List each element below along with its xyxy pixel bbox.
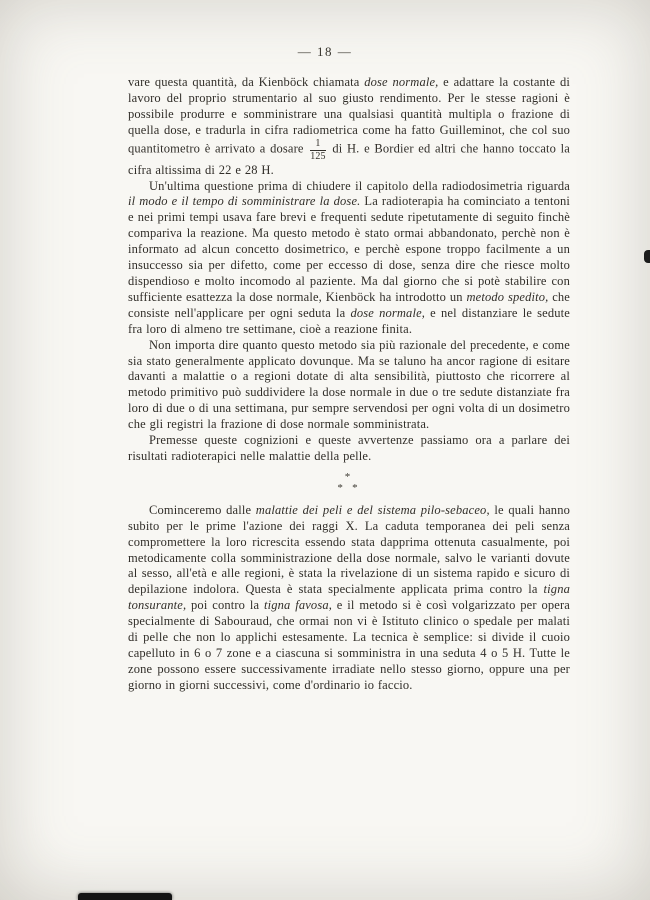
- fraction-denominator: 125: [310, 151, 326, 163]
- fraction-numerator: 1: [310, 139, 325, 152]
- italic-text: tigna favosa,: [263, 598, 333, 613]
- body-text: Non importa dire quanto questo metodo sia più razionale del precedente, e come sia stato generalmente applicato dovunque. Ma se taluno ha ancor ragione di esitare davanti a malattie o a regioni dotate di alta sensibilità, piuttosto che ricorrere al metodo primitivo può suddividere la dose normale in due o tre sedute distanziate fra loro di due o di una settimana, pur sempre servendosi per ogni volta di un dosimetro che gli registri la frazione di dose normale somministrata.: [128, 337, 570, 432]
- scan-artifact-bottom: [78, 893, 172, 900]
- paragraph: [128, 179, 570, 338]
- body-text: e il metodo si è così volgarizzato per opera specialmente di Sabouraud, che ormai non vi è Istituto clinico o spedale per malati di pelle che non lo applichi estesamente. La tecnica è semplice: si divide il cuoio capelluto in 6 o 7 zone e a ciascuna si somministra in una seduta 4 o 5 H. Tutte le zone possono essere successivamente irradiate nello stesso giorno, oppure una per giorno in giorni successivi, come d'ordinario io faccio.: [128, 598, 570, 692]
- body-text: vare questa quantità, da Kienböck chiamata: [128, 75, 365, 89]
- paragraph: [128, 75, 570, 179]
- body-text: le quali hanno subito per le prime l'azione dei raggi X. La caduta temporanea dei peli senza compromettere la loro ricrescita essendo stata dapprima ottenuta casualmente, poi metodicamente colla somministrazione della dose normale, salvo le varianti dovute al sesso, all'età e alle regioni, è stata la rivelazione di un sistema rapido e sicuro di depilazione indolora. Questa è stata specialmente applicata prima contro la: [128, 502, 570, 597]
- body-text: Cominceremo dalle: [149, 502, 256, 517]
- italic-text: metodo spedito,: [466, 289, 549, 304]
- body-text: poi contro la: [186, 598, 264, 613]
- fraction: [310, 139, 325, 163]
- body-text: e nel distanziare le sedute fra loro di almeno tre settimane, cioè a reazione finita.: [128, 305, 570, 336]
- scan-artifact-right: [644, 250, 650, 263]
- italic-text: tigna tonsurante,: [128, 582, 570, 613]
- separator-stars-bottom: * *: [337, 481, 361, 494]
- body-text: Un'ultima questione prima di chiudere il capitolo della radiodosimetria riguarda: [149, 178, 570, 193]
- italic-text: malattie dei peli e del sistema pilo-sebaceo,: [255, 502, 490, 517]
- body-text: La radioterapia ha cominciato a tentoni e nei primi tempi usava fare brevi e frequenti sedute ripetutamente di seguito finchè compariva la reazione. Ma questo metodo è stato ormai abbandonato, perchè non è informato ad alcun concetto dosimetrico, e perchè espone troppo facilmente a un insuccesso sia per difetto, come per eccesso di dose, senza dire che riesce molto dispendioso e molto incomodo al paziente. Ma dal giorno che si potè stabilire con sufficiente esattezza la dose normale, Kienböck ha introdotto un: [128, 194, 570, 304]
- separator-star-top: *: [344, 470, 354, 483]
- body-text: di H. e Bordier ed altri che hanno toccato la cifra altissima di 22 e 28 H.: [128, 141, 570, 177]
- paragraph: [128, 503, 570, 694]
- body-text: Premesse queste cognizioni e queste avvertenze passiamo ora a parlare dei risultati radioterapici nelle malattie della pelle.: [128, 433, 570, 463]
- text-block: [128, 75, 570, 694]
- italic-text: il modo e il tempo di somministrare la dose.: [128, 194, 361, 209]
- body-text: e adattare la costante di lavoro del proprio strumentario al suo giusto rendimento. Per le stesse ragioni è possibile produrre e somministrare una qualsiasi quantità multipla o frazione di quella dose, e tradurla in cifra radiometrica come ha fatto Guilleminot, che col suo quantitometro è arrivato a dosare: [128, 75, 571, 156]
- section-separator: [128, 472, 570, 494]
- italic-text: dose normale,: [364, 75, 439, 89]
- paragraph: [128, 338, 570, 433]
- page-number: — 18 —: [297, 44, 353, 59]
- body-text: che consiste nell'applicare per ogni seduta la: [128, 289, 570, 320]
- italic-text: dose normale,: [350, 305, 426, 320]
- paragraph: [128, 433, 570, 465]
